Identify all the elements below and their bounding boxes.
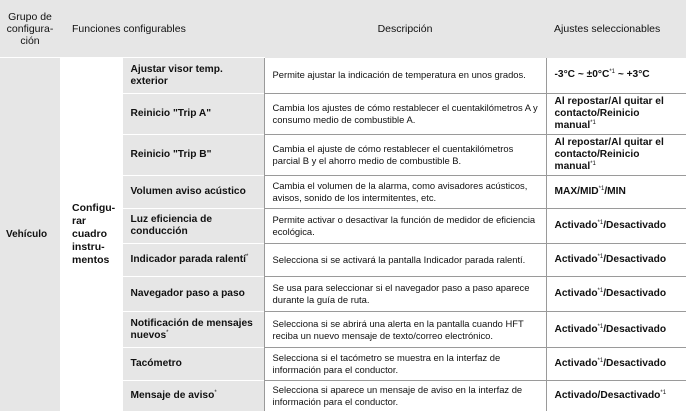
- option-label: Navegador paso a paso: [130, 288, 245, 299]
- option-description: Cambia el ajuste de cómo restablecer el cuentakilómetros parcial B y el ahorro medio de combustible B.: [264, 135, 546, 176]
- option-settings: [546, 244, 686, 277]
- option-settings: [546, 312, 686, 348]
- option-settings: [546, 277, 686, 312]
- option-label: Tacómetro: [130, 358, 182, 369]
- option-name: [122, 209, 264, 244]
- setting-mark: *1: [597, 254, 604, 260]
- setting-mark: *1: [597, 323, 604, 330]
- option-description: Cambia los ajustes de cómo restablecer el cuentakilómetros A y consumo medio de combustible A.: [264, 94, 546, 135]
- setting-mark: *1: [590, 161, 596, 167]
- setting-text-after: /Desactivado: [603, 358, 667, 369]
- setting-text: Al repostar/Al quitar el contacto/Reinicio manual: [554, 96, 664, 131]
- option-name: [122, 58, 264, 94]
- setting-text: MAX/MID: [554, 186, 599, 197]
- option-name: [122, 135, 264, 176]
- option-label: Indicador parada ralentí: [130, 254, 246, 265]
- option-settings: [546, 135, 686, 176]
- option-description: Permite ajustar la indicación de temperatura en unos grados.: [264, 58, 546, 94]
- setting-mark: *1: [597, 220, 604, 226]
- setting-text: Activado: [554, 358, 598, 369]
- setting-mark: *1: [660, 390, 667, 396]
- option-mark: *: [214, 390, 217, 396]
- setting-text: Activado/Desactivado: [554, 390, 661, 401]
- option-settings: [546, 94, 686, 135]
- option-mark: *: [166, 329, 169, 336]
- option-mark: *: [246, 254, 249, 260]
- setting-text-after: ~ +3°C: [614, 69, 650, 81]
- subgroup-cuadro-instrumentos: Configu-rar cuadro instru-mentos: [60, 58, 122, 412]
- option-name: [122, 312, 264, 348]
- option-label: Reinicio "Trip A": [130, 108, 212, 119]
- option-name: [122, 94, 264, 135]
- setting-text: Activado: [554, 220, 598, 231]
- setting-text-after: /Desactivado: [603, 220, 667, 231]
- setting-text-after: /Desactivado: [603, 288, 667, 299]
- option-settings: [546, 348, 686, 381]
- option-name: [122, 381, 264, 412]
- option-description: Selecciona si aparece un mensaje de aviso en la interfaz de información para el conductor.: [264, 381, 546, 412]
- setting-mark: *1: [609, 69, 615, 76]
- option-label: Luz eficiencia de conducción: [130, 214, 213, 237]
- setting-text: -3°C ~ ±0°C: [554, 69, 610, 81]
- setting-mark: *1: [597, 288, 604, 294]
- setting-text: Activado: [554, 254, 598, 265]
- option-description: Selecciona si el tacómetro se muestra en la interfaz de información para el conductor.: [264, 348, 546, 381]
- header-description: Descripción: [264, 0, 546, 58]
- setting-text: Activado: [554, 323, 598, 335]
- option-label: Mensaje de aviso: [130, 390, 215, 401]
- header-functions: Funciones configurables: [60, 0, 264, 58]
- setting-text: Activado: [554, 288, 598, 299]
- option-settings: [546, 381, 686, 412]
- option-label: Reinicio "Trip B": [130, 149, 212, 160]
- group-vehiculo: Vehículo: [0, 58, 60, 412]
- option-label: Ajustar visor temp. exterior: [130, 63, 223, 87]
- option-description: Selecciona si se abrirá una alerta en la pantalla cuando HFT reciba un nuevo mensaje de texto/correo electrónico.: [264, 312, 546, 348]
- option-name: [122, 348, 264, 381]
- setting-text: Al repostar/Al quitar el contacto/Reinicio manual: [554, 137, 664, 172]
- option-settings: [546, 176, 686, 209]
- option-settings: [546, 209, 686, 244]
- setting-text-after: /Desactivado: [603, 254, 667, 265]
- option-name: [122, 277, 264, 312]
- option-label: Volumen aviso acústico: [130, 186, 246, 197]
- setting-mark: *1: [597, 358, 604, 364]
- header-settings: Ajustes seleccionables: [546, 0, 686, 58]
- setting-text-after: /MIN: [604, 186, 626, 197]
- setting-mark: *1: [590, 120, 596, 126]
- option-name: [122, 244, 264, 277]
- option-name: [122, 176, 264, 209]
- header-row: [0, 0, 686, 58]
- table-row: [0, 58, 686, 94]
- option-description: Cambia el volumen de la alarma, como avisadores acústicos, avisos, sonido de los intermitentes, etc.: [264, 176, 546, 209]
- option-settings: [546, 58, 686, 94]
- setting-text-after: /Desactivado: [603, 323, 667, 335]
- setting-mark: *1: [598, 186, 605, 192]
- header-group: Grupo de configura-ción: [0, 0, 60, 58]
- option-label: Notificación de mensajes nuevos: [130, 317, 253, 341]
- option-description: Permite activar o desactivar la función de medidor de eficiencia ecológica.: [264, 209, 546, 244]
- option-description: Selecciona si se activará la pantalla Indicador parada ralentí.: [264, 244, 546, 277]
- option-description: Se usa para seleccionar si el navegador paso a paso aparece durante la guía de ruta.: [264, 277, 546, 312]
